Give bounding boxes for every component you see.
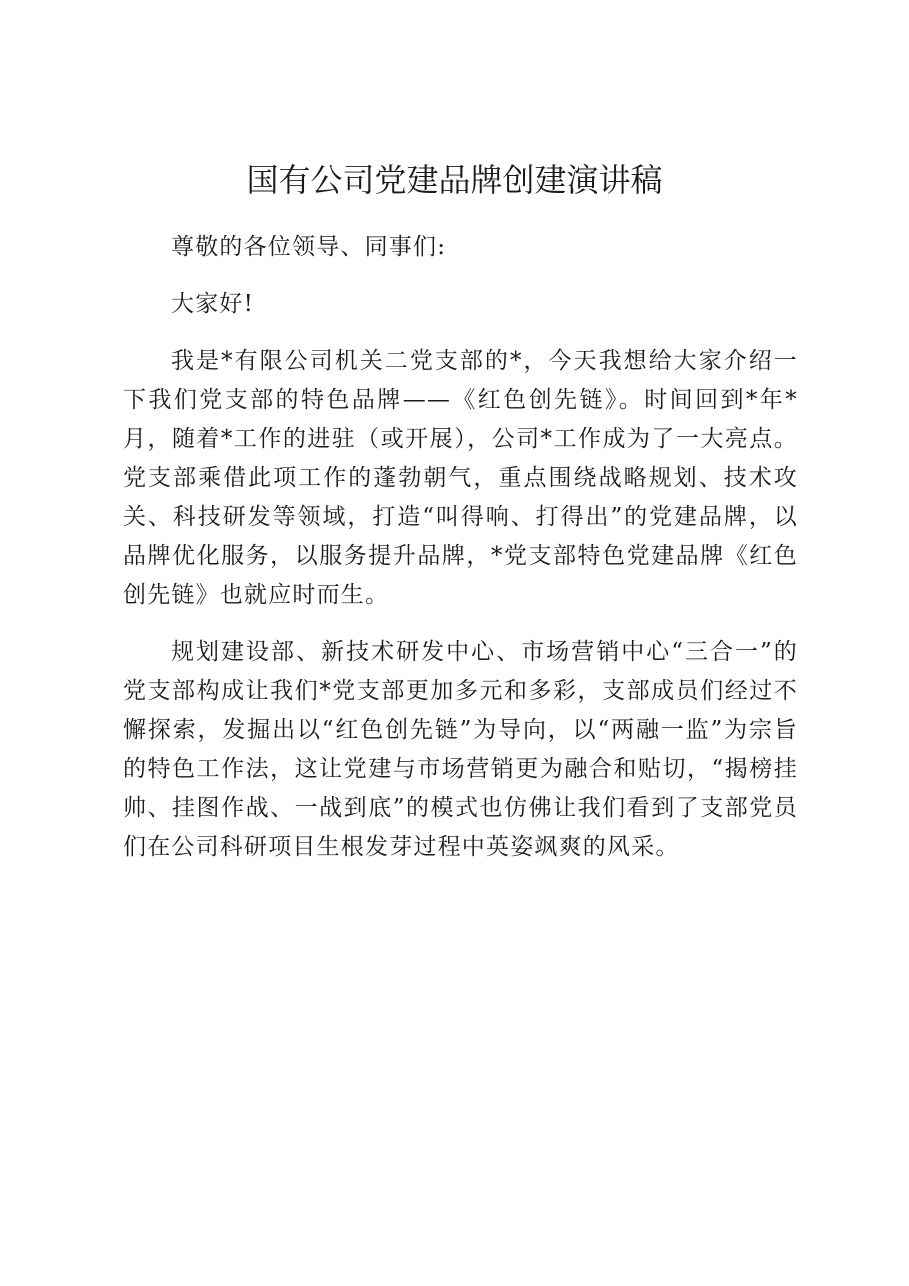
intro-paragraph: 我是*有限公司机关二党支部的*，今天我想给大家介绍一下我们党支部的特色品牌——《红色创先链》。时间回到*年*月，随着*工作的进驻（或开展），公司*工作成为了一大亮点。党支部乘借此项工作的蓬勃朝气，重点围绕战略规划、技术攻关、科技研发等领域，打造“叫得响、打得出”的党建品牌，以品牌优化服务，以服务提升品牌，*党支部特色党建品牌《红色创先链》也就应时而生。 <box>123 348 798 608</box>
structure-paragraph: 规划建设部、新技术研发中心、市场营销中心“三合一”的党支部构成让我们*党支部更加多元和多彩，支部成员们经过不懈探索，发掘出以“红色创先链”为导向，以“两融一监”为宗旨的特色工作法，这让党建与市场营销更为融合和贴切，“揭榜挂帅、挂图作战、一战到底”的模式也仿佛让我们看到了支部党员们在公司科研项目生根发芽过程中英姿飒爽的风采。 <box>123 639 798 860</box>
greeting-paragraph: 大家好! <box>171 291 255 317</box>
salutation-paragraph: 尊敬的各位领导、同事们: <box>171 234 447 260</box>
document-body <box>123 228 798 867</box>
document-title: 国有公司党建品牌创建演讲稿 <box>246 161 663 199</box>
